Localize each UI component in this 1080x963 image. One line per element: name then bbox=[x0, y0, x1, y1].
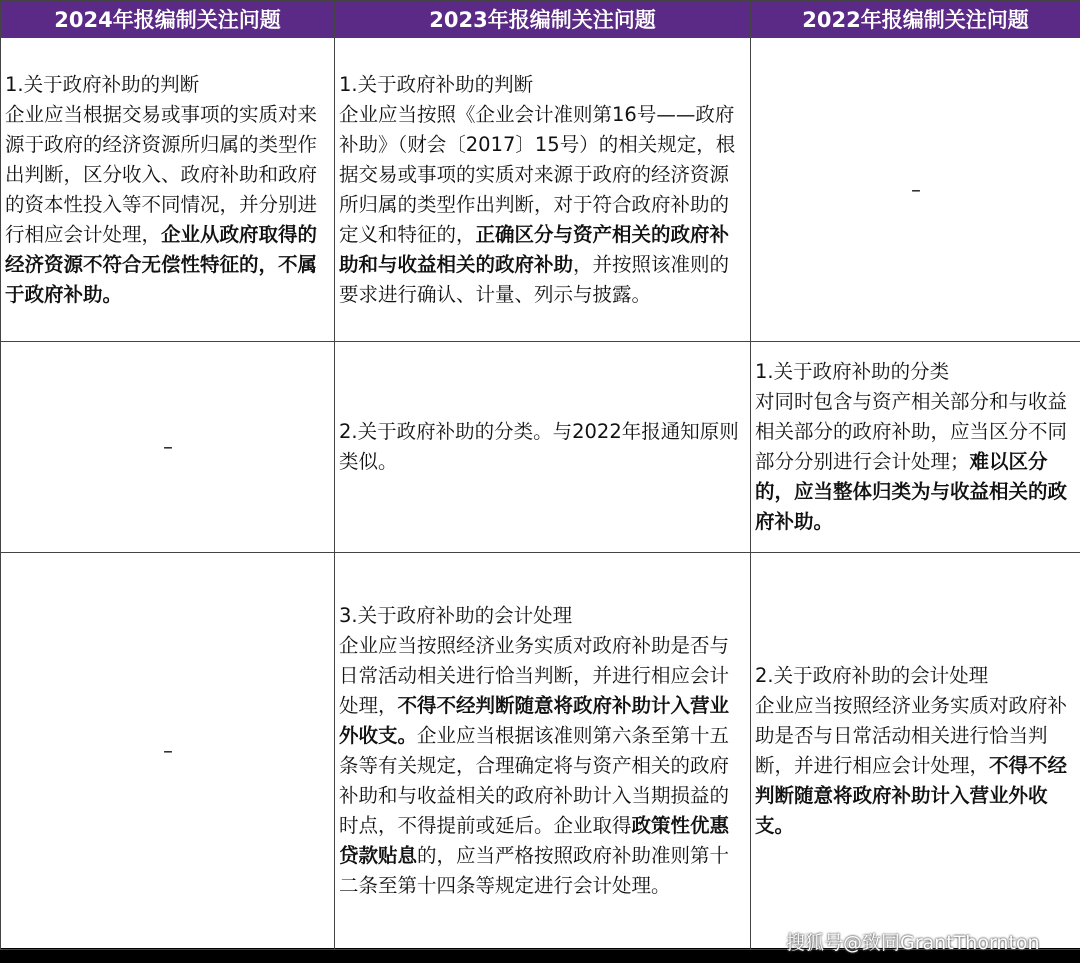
item-emphasis: 不得不经判断随意将政府补助计入营业外收支。 bbox=[755, 754, 1068, 837]
item-title: 1.关于政府补助的判断 bbox=[339, 72, 534, 96]
item-text: 企业应当按照经济业务实质对政府补助是否与日常活动相关进行恰当判断，并进行相应会计处理， bbox=[339, 634, 730, 717]
watermark: 搜狐号@致同GrantThornton bbox=[786, 932, 1040, 954]
item-emphasis: 政策性优惠贷款贴息 bbox=[339, 814, 730, 867]
header-2024: 2024年报编制关注问题 bbox=[1, 1, 335, 38]
cell-2022-accounting bbox=[751, 553, 1080, 950]
cell-2023-accounting bbox=[335, 553, 751, 950]
empty-dash: – bbox=[163, 739, 173, 762]
table-row bbox=[1, 342, 1080, 553]
item-emphasis: 难以区分的，应当整体归类为与收益相关的政府补助。 bbox=[755, 450, 1068, 533]
cell-2022-classification bbox=[751, 342, 1080, 553]
cell-2023-classification bbox=[335, 342, 751, 553]
item-text: 企业应当根据该准则第六条至第十五条等有关规定，合理确定将与资产相关的政府补助和与收益相关的政府补助计入当期损益的时点，不得提前或延后。企业取得 bbox=[339, 724, 730, 837]
item-emphasis: 正确区分与资产相关的政府补助和与收益相关的政府补助 bbox=[339, 222, 730, 276]
cell-2022-empty bbox=[751, 38, 1080, 342]
item-text: 企业应当按照经济业务实质对政府补助是否与日常活动相关进行恰当判断，并进行相应会计处理， bbox=[755, 694, 1068, 777]
item-title: 1.关于政府补助的判断 bbox=[5, 72, 200, 96]
item-title: 3.关于政府补助的会计处理 bbox=[339, 604, 573, 627]
cell-2024-empty bbox=[1, 553, 335, 950]
empty-dash: – bbox=[911, 177, 921, 201]
item-title: 1.关于政府补助的分类 bbox=[755, 360, 950, 383]
header-row bbox=[1, 1, 1080, 38]
empty-dash: – bbox=[163, 435, 173, 458]
item-emphasis: 不得不经判断随意将政府补助计入营业外收支。 bbox=[339, 694, 730, 747]
item-text: 对同时包含与资产相关部分和与收益相关部分的政府补助，应当区分不同部分分别进行会计处理； bbox=[755, 390, 1068, 473]
header-2022: 2022年报编制关注问题 bbox=[751, 1, 1080, 38]
cell-2023-judgment bbox=[335, 38, 751, 342]
item-text: 企业应当按照《企业会计准则第16号——政府补助》（财会〔2017〕15号）的相关规定，根据交易或事项的实质对来源于政府的经济资源所归属的类型作出判断，对于符合政府补助的定义和特征的， bbox=[339, 102, 736, 246]
item-text: 2.关于政府补助的分类。与2022年报通知原则类似。 bbox=[339, 420, 739, 473]
table-row bbox=[1, 553, 1080, 950]
cell-2024-empty bbox=[1, 342, 335, 553]
item-title: 2.关于政府补助的会计处理 bbox=[755, 664, 989, 687]
item-text: 企业应当根据交易或事项的实质对来源于政府的经济资源所归属的类型作出判断，区分收入、政府补助和政府的资本性投入等不同情况，并分别进行相应会计处理， bbox=[5, 102, 318, 246]
item-text: 的，应当严格按照政府补助准则第十二条至第十四条等规定进行会计处理。 bbox=[339, 844, 730, 897]
item-text: ，并按照该准则的要求进行确认、计量、列示与披露。 bbox=[339, 252, 730, 306]
item-emphasis: 企业从政府取得的经济资源不符合无偿性特征的，不属于政府补助。 bbox=[5, 222, 318, 306]
header-2023: 2023年报编制关注问题 bbox=[335, 1, 751, 38]
cell-2024-judgment bbox=[1, 38, 335, 342]
table-row bbox=[1, 38, 1080, 342]
